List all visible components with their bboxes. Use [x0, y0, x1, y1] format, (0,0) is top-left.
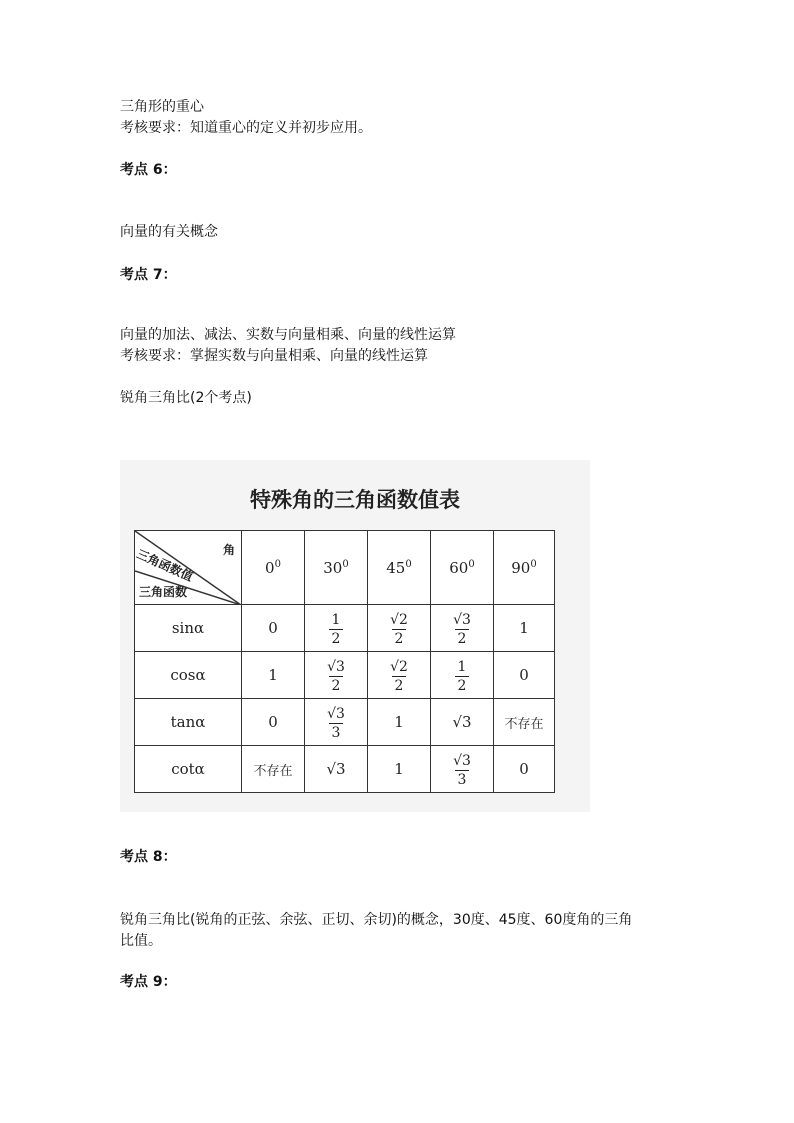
table-header-row — [135, 531, 555, 605]
denominator: 2 — [455, 676, 470, 693]
value-cell — [431, 699, 494, 746]
cell-value: 1 — [268, 666, 278, 684]
trig-table-figure — [120, 460, 590, 812]
value-cell — [368, 605, 431, 652]
header-angle-60: $60^0$ — [431, 531, 494, 605]
function-name: sinα — [135, 605, 242, 652]
value-cell — [305, 699, 368, 746]
value-cell — [431, 746, 494, 793]
value-cell — [494, 605, 555, 652]
text-acute-trig-heading: 锐角三角比(2个考点) — [120, 390, 252, 406]
text-vector-concepts: 向量的有关概念 — [120, 224, 218, 240]
value-cell — [368, 746, 431, 793]
value-cell — [305, 746, 368, 793]
header-angle-90: $90^0$ — [494, 531, 555, 605]
table-row — [135, 652, 555, 699]
text-acute-trig-concept: 锐角三角比(锐角的正弦、余弦、正切、余切)的概念，30度、45度、60度角的三角 — [120, 912, 633, 928]
text-centroid-heading: 三角形的重心 — [120, 99, 204, 115]
corner-label-functions: 三角函数 — [139, 585, 188, 599]
table-row — [135, 605, 555, 652]
fraction — [329, 613, 344, 646]
header-angle-0: $0^0$ — [242, 531, 305, 605]
denominator: 2 — [392, 676, 407, 693]
exam-point-7: 考点 7： — [120, 267, 177, 283]
cell-value: 1 — [394, 713, 404, 731]
cell-value: 不存在 — [253, 763, 293, 779]
cell-value: 1 — [394, 760, 404, 778]
numerator: √3 — [453, 753, 471, 769]
denominator: 3 — [455, 770, 470, 787]
numerator: √2 — [390, 659, 408, 675]
value-cell — [305, 652, 368, 699]
value-cell — [431, 605, 494, 652]
cell-value: √3 — [326, 760, 346, 778]
cell-value: 0 — [268, 713, 278, 731]
fraction — [387, 613, 411, 646]
text-centroid-requirement: 考核要求：知道重心的定义并初步应用。 — [120, 120, 372, 136]
value-cell — [242, 605, 305, 652]
cell-value: 1 — [519, 619, 529, 637]
denominator: 2 — [455, 629, 470, 646]
cell-value: 0 — [519, 760, 529, 778]
value-cell — [431, 652, 494, 699]
text-vector-requirement: 考核要求：掌握实数与向量相乘、向量的线性运算 — [120, 348, 428, 364]
numerator: √3 — [327, 659, 345, 675]
exam-point-6: 考点 6： — [120, 162, 177, 178]
value-cell — [242, 746, 305, 793]
text-acute-trig-concept-cont: 比值。 — [120, 933, 162, 949]
exam-point-9: 考点 9： — [120, 974, 177, 990]
numerator: √3 — [327, 706, 345, 722]
numerator: 1 — [331, 612, 341, 628]
function-name: cotα — [135, 746, 242, 793]
cell-value: 不存在 — [504, 716, 544, 732]
table-title: 特殊角的三角函数值表 — [250, 487, 460, 512]
denominator: 3 — [329, 723, 344, 740]
value-cell — [242, 652, 305, 699]
denominator: 2 — [329, 629, 344, 646]
exam-point-8: 考点 8： — [120, 849, 177, 865]
table-row — [135, 746, 555, 793]
fraction — [450, 754, 474, 787]
value-cell — [494, 699, 555, 746]
value-cell — [368, 699, 431, 746]
value-cell — [494, 746, 555, 793]
numerator: 1 — [457, 659, 467, 675]
fraction — [387, 660, 411, 693]
table-row — [135, 699, 555, 746]
value-cell — [494, 652, 555, 699]
function-name: tanα — [135, 699, 242, 746]
function-name: cosα — [135, 652, 242, 699]
cell-value: 0 — [519, 666, 529, 684]
corner-label-angle: 角 — [222, 543, 235, 557]
numerator: √2 — [390, 612, 408, 628]
header-angle-30: $30^0$ — [305, 531, 368, 605]
text-vector-operations: 向量的加法、减法、实数与向量相乘、向量的线性运算 — [120, 327, 456, 343]
cell-value: √3 — [452, 713, 472, 731]
numerator: √3 — [453, 612, 471, 628]
fraction — [324, 660, 348, 693]
corner-label-values: 三角函数值 — [134, 546, 196, 585]
denominator: 2 — [392, 629, 407, 646]
value-cell — [368, 652, 431, 699]
fraction — [455, 660, 470, 693]
trig-values-table — [134, 530, 555, 793]
value-cell — [242, 699, 305, 746]
cell-value: 0 — [268, 619, 278, 637]
fraction — [324, 707, 348, 740]
corner-cell — [135, 531, 242, 605]
value-cell — [305, 605, 368, 652]
denominator: 2 — [329, 676, 344, 693]
header-angle-45: $45^0$ — [368, 531, 431, 605]
fraction — [450, 613, 474, 646]
